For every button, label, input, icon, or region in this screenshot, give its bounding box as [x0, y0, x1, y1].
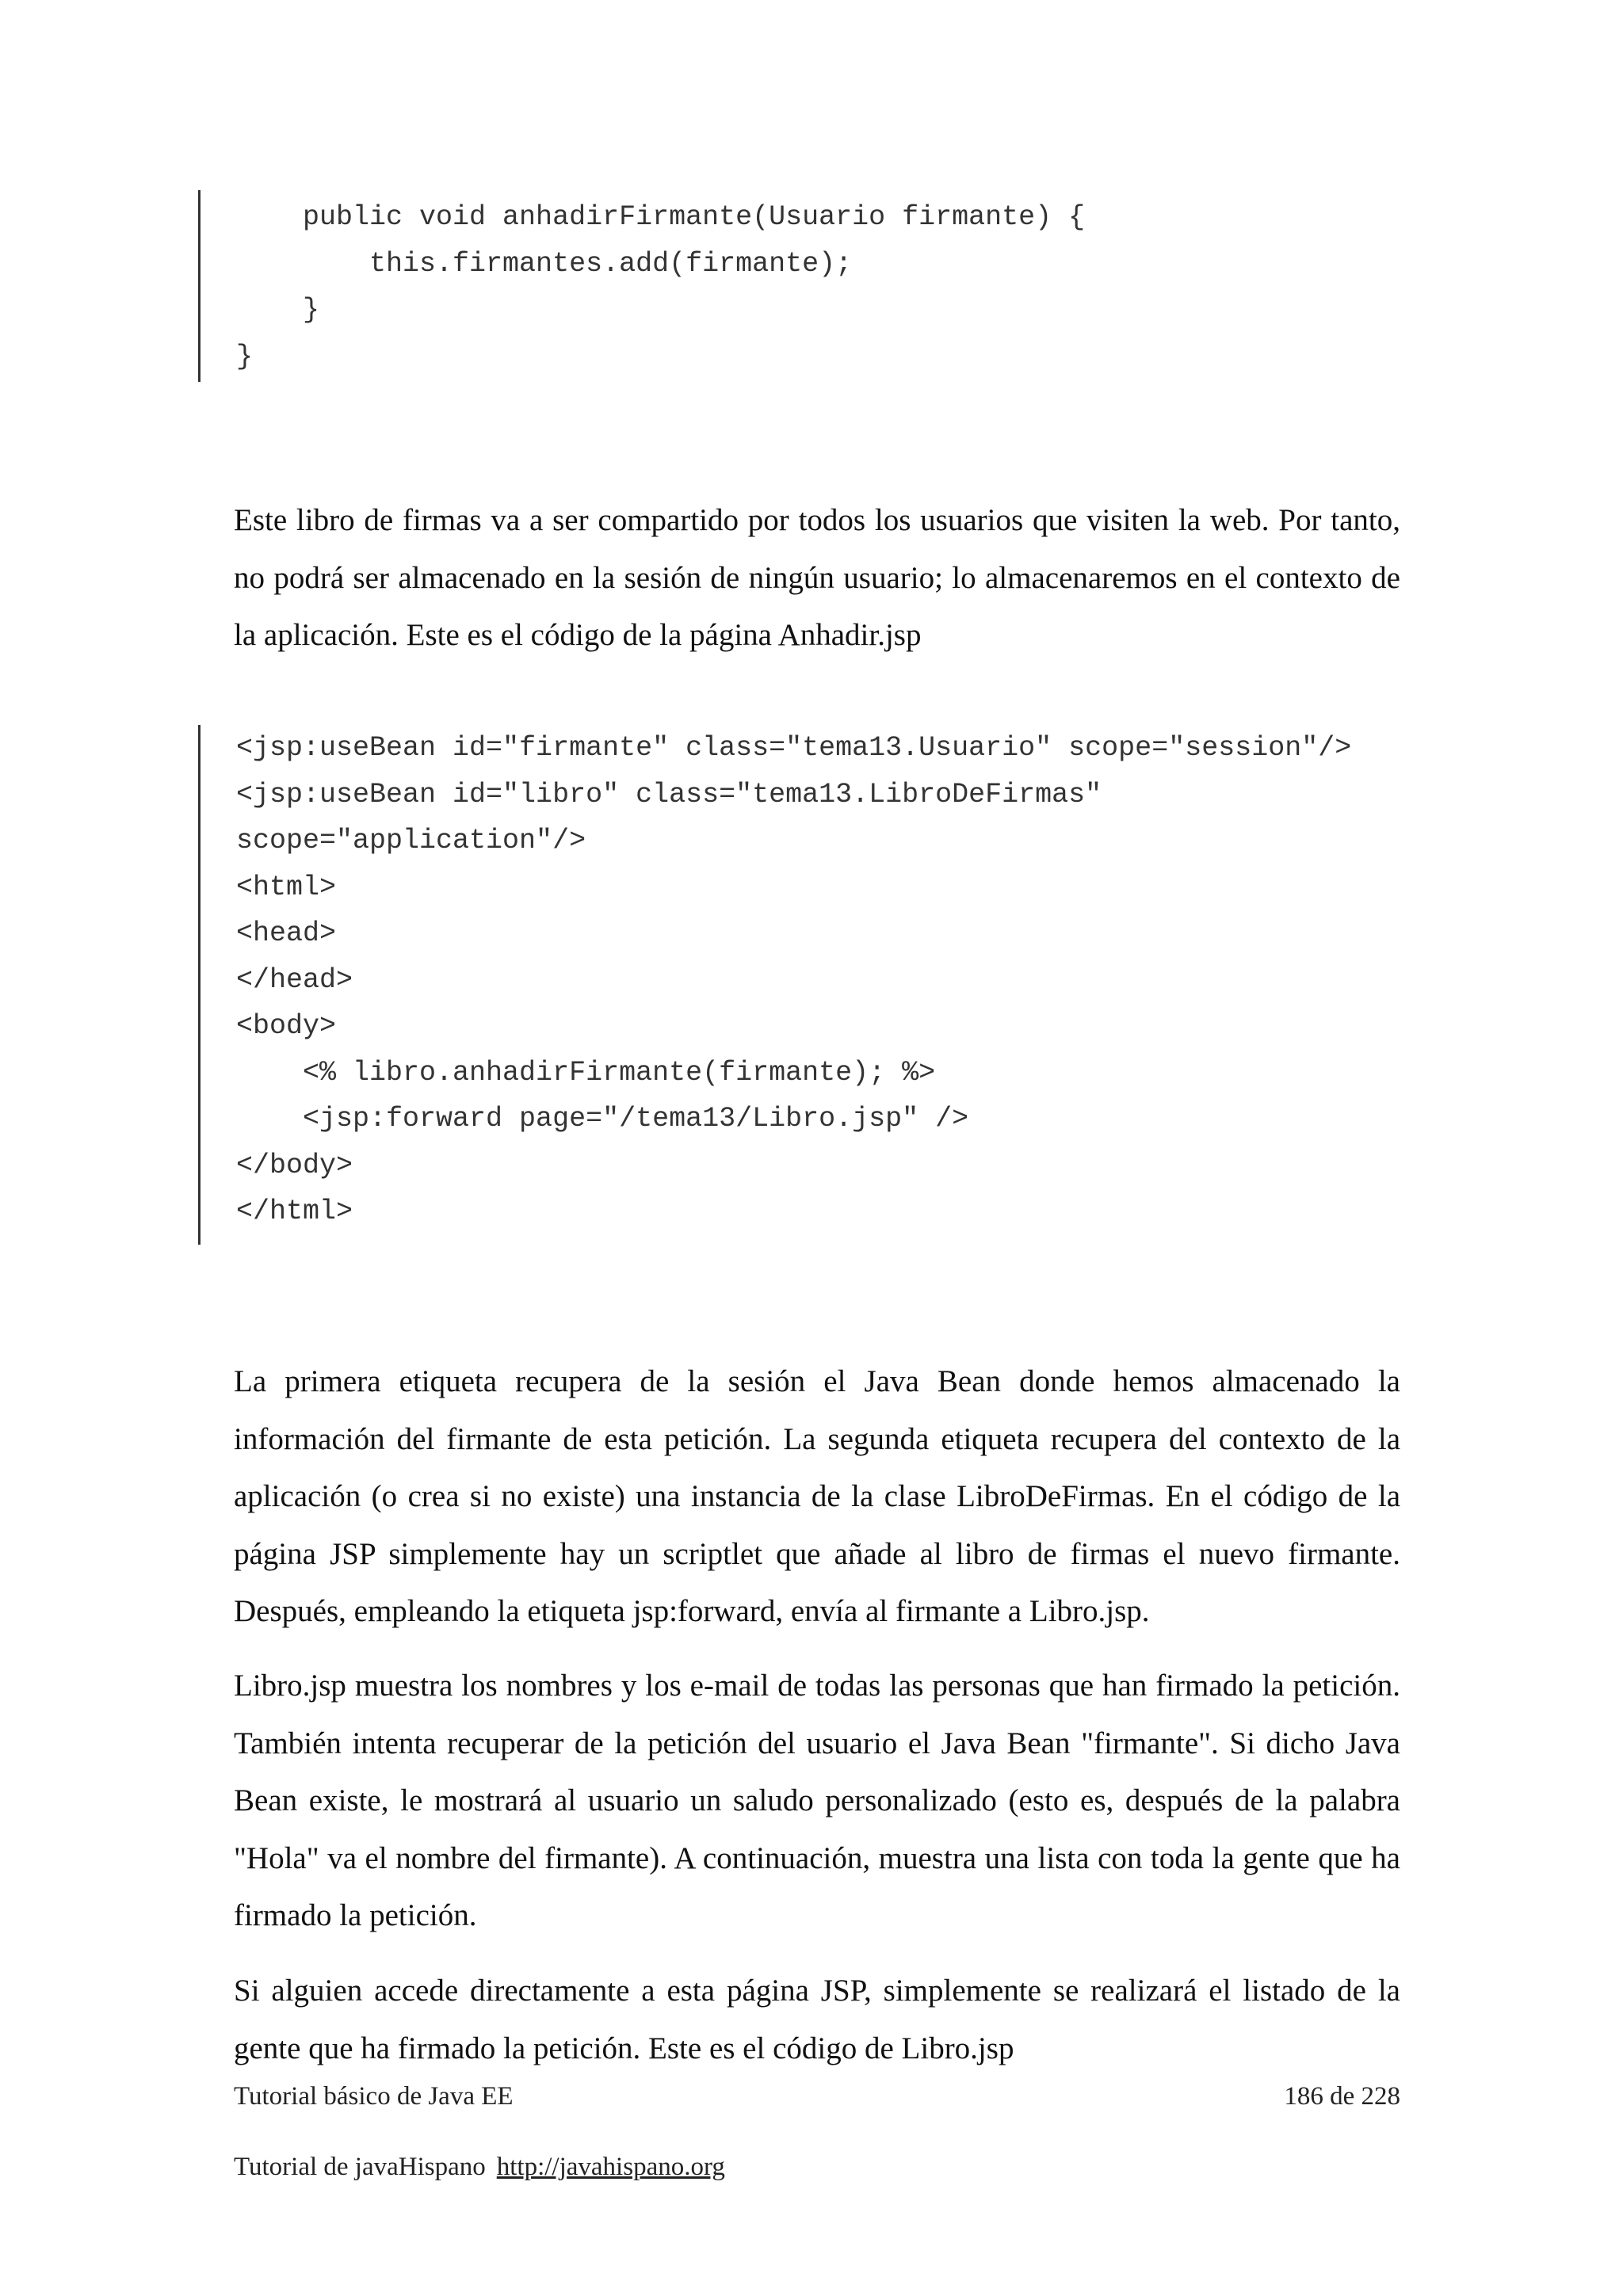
code-line: <head> — [236, 917, 337, 949]
javahispano-link[interactable]: http://javahispano.org — [496, 2153, 725, 2181]
paragraph: Si alguien accede directamente a esta página JSP, simplemente se realizará el listado de la gente que ha firmado la petición. Este es el código de Libro.jsp — [234, 1974, 1400, 2065]
code-line: <html> — [236, 871, 337, 903]
code-line: scope="application"/> — [236, 825, 586, 856]
footer-credit — [234, 2153, 725, 2182]
code-block-anhadir-jsp — [198, 725, 1387, 1245]
code-line: public void anhadirFirmante(Usuario firmante) { — [236, 201, 1086, 233]
code-line: <jsp:useBean id="firmante" class="tema13.Usuario" scope="session"/> — [236, 732, 1352, 764]
code-lines — [236, 194, 1085, 379]
code-block-anhadir-firmante-method — [198, 190, 1387, 382]
code-line: this.firmantes.add(firmante); — [236, 247, 853, 280]
code-lines — [236, 725, 1351, 1235]
code-line: </html> — [236, 1196, 353, 1227]
code-line: } — [236, 294, 320, 326]
code-line: <jsp:forward page="/tema13/Libro.jsp" /> — [236, 1103, 969, 1135]
code-line: <jsp:useBean id="libro" class="tema13.LibroDeFirmas" — [236, 778, 1102, 810]
paragraph: Este libro de firmas va a ser compartido por todos los usuarios que visiten la web. Por tanto, no podrá ser almacenado en la sesión de ningún usuario; lo almacenaremos en el contexto de la aplicación. Este es el código de la página Anhadir.jsp — [234, 503, 1400, 652]
footer-credit-label: Tutorial de javaHispano — [234, 2153, 486, 2181]
code-line: <body> — [236, 1010, 337, 1042]
footer-document-title: Tutorial básico de Java EE — [234, 2082, 514, 2111]
code-line: <% libro.anhadirFirmante(firmante); %> — [236, 1056, 936, 1089]
paragraph: Libro.jsp muestra los nombres y los e-mail de todas las personas que han firmado la petición. También intenta recuperar de la petición del usuario el Java Bean "firmante". Si dicho Java Bean existe, le mostrará al usuario un saludo personalizado (esto es, después de la palabra "Hola" va el nombre del firmante). A continuación, muestra una lista con toda la gente que ha firmado la petición. — [234, 1669, 1400, 1932]
code-line: } — [236, 340, 254, 372]
code-line: </head> — [236, 963, 353, 996]
code-line: </body> — [236, 1149, 353, 1181]
footer-page-number: 186 de 228 — [1284, 2082, 1400, 2111]
paragraph: La primera etiqueta recupera de la sesión el Java Bean donde hemos almacenado la información del firmante de esta petición. La segunda etiqueta recupera del contexto de la aplicación (o crea si no existe) una instancia de la clase LibroDeFirmas. En el código de la página JSP simplemente hay un scriptlet que añade al libro de firmas el nuevo firmante. Después, empleando la etiqueta jsp:forward, envía al firmante a Libro.jsp. — [234, 1364, 1400, 1628]
